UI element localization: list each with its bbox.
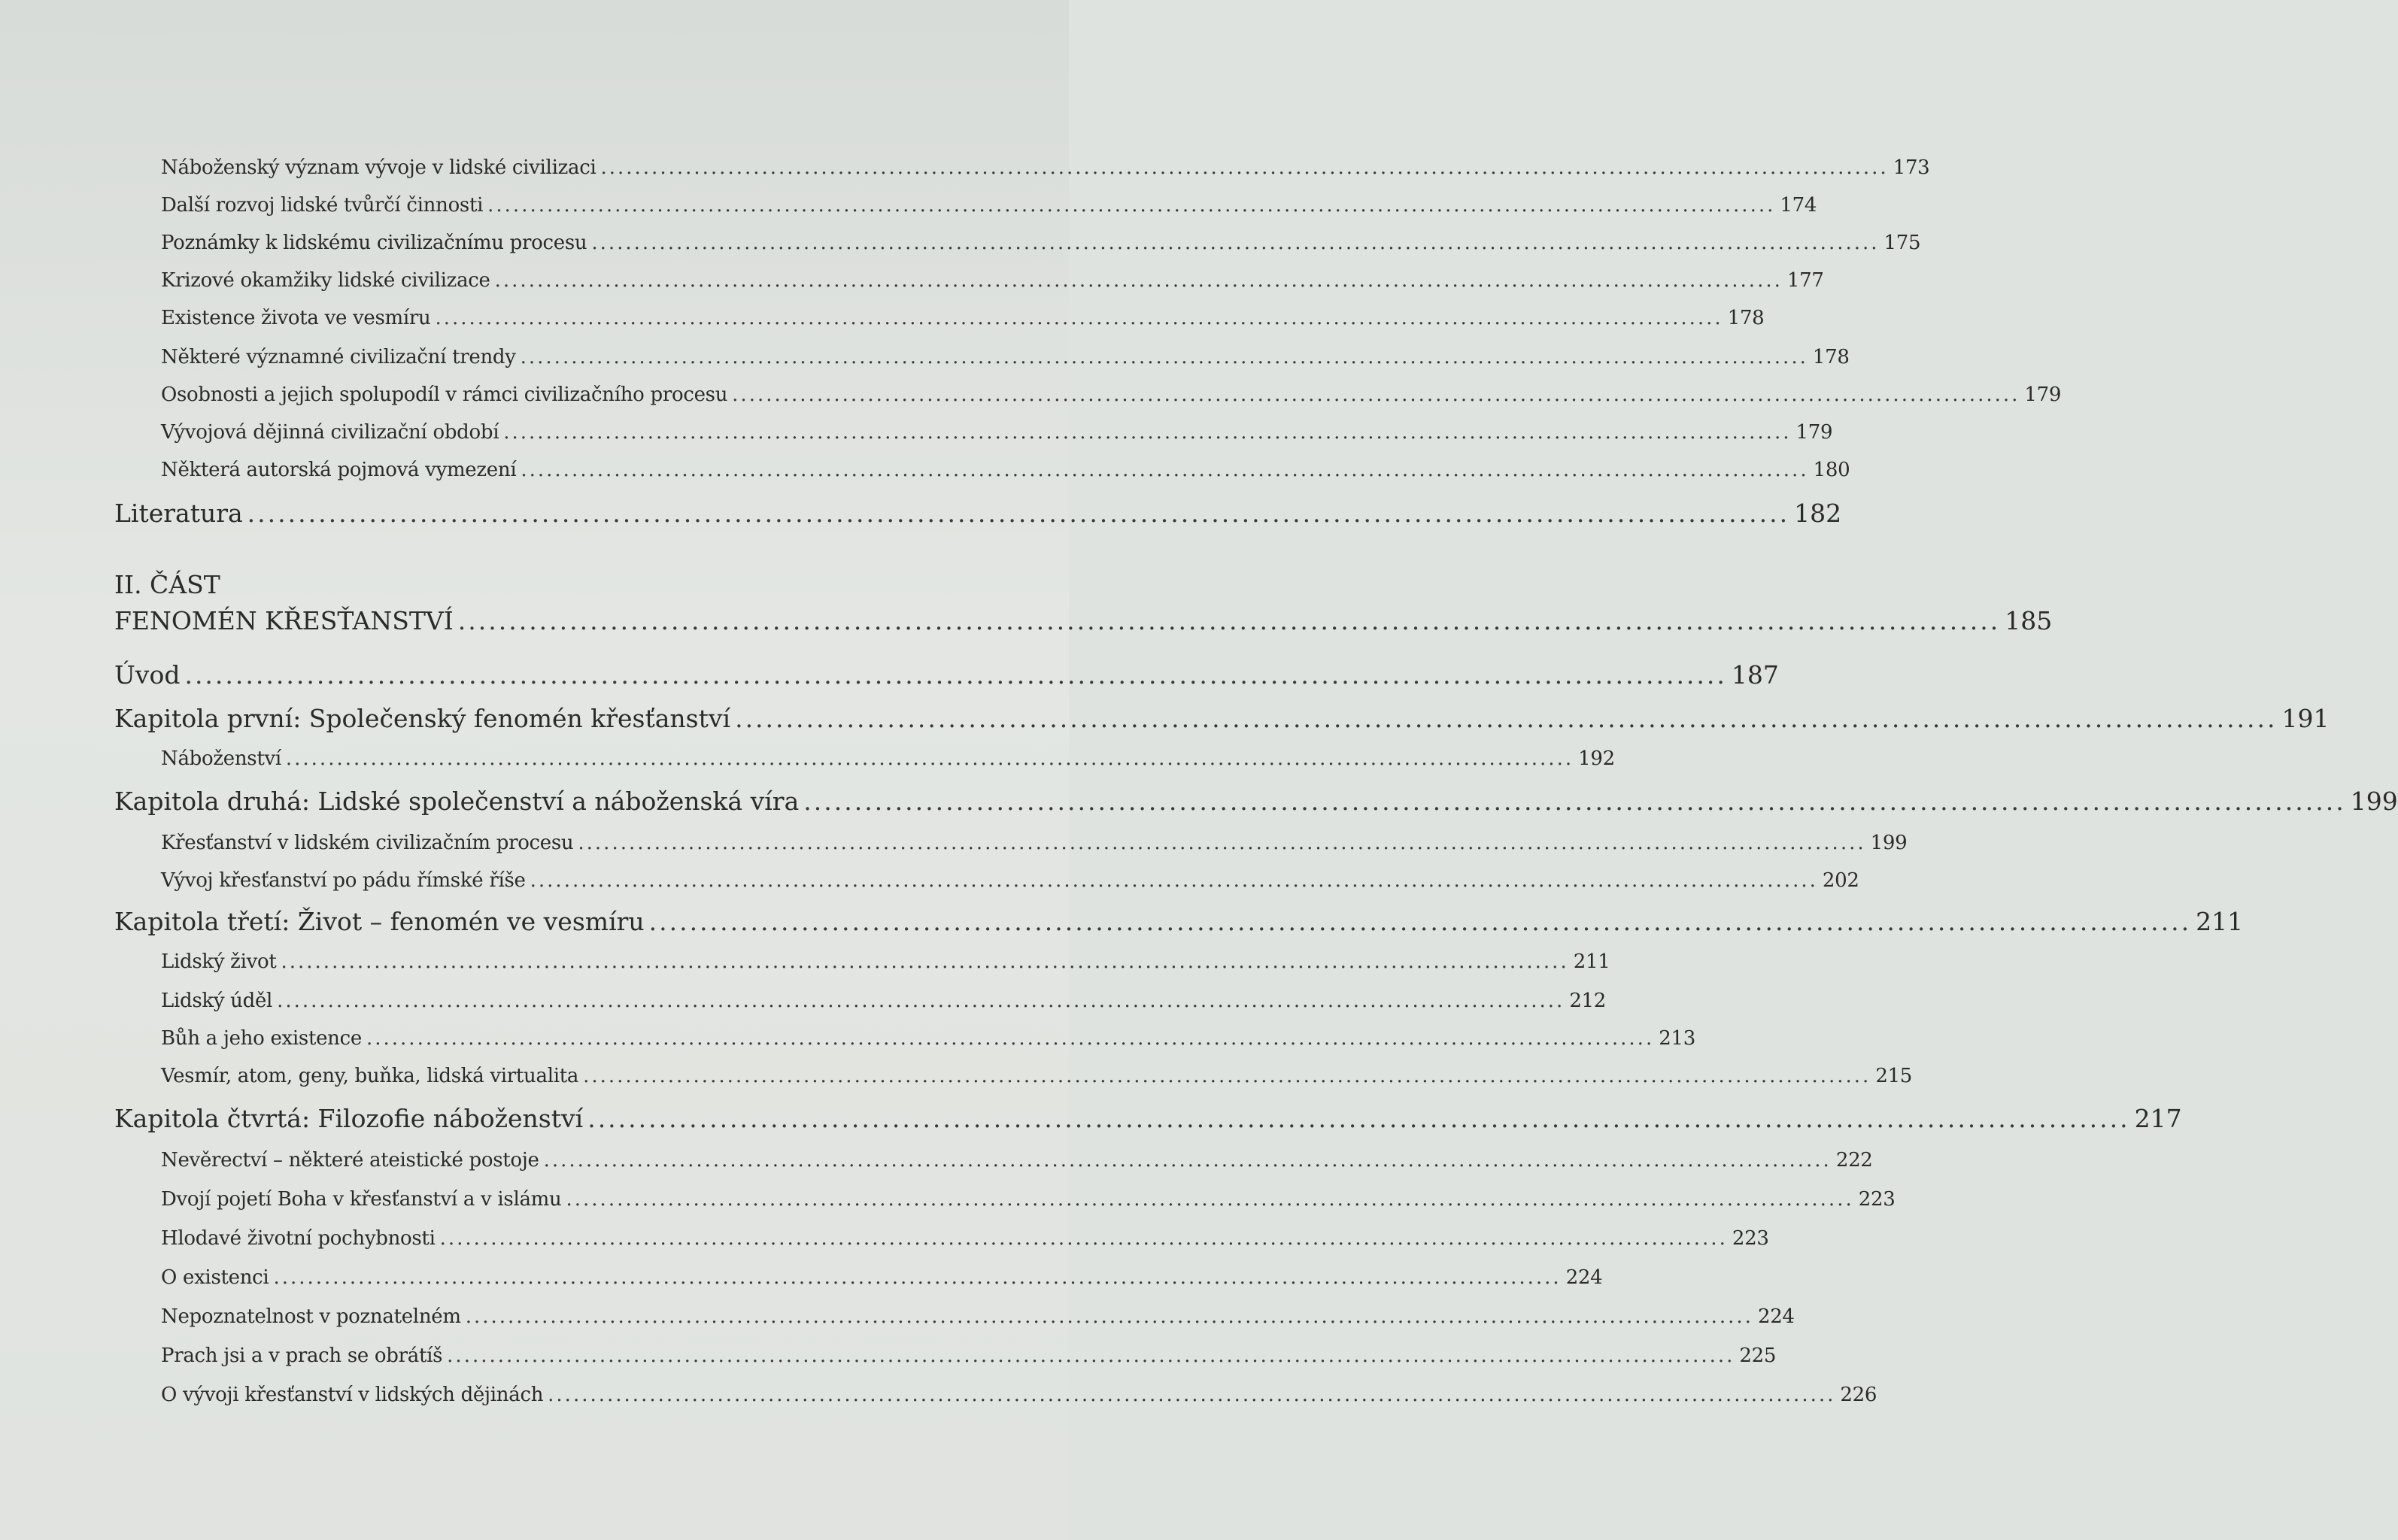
dot-leader: ........................................................................................................................................................ (184, 660, 1727, 690)
toc-entry-title: O existenci (161, 1266, 269, 1289)
toc-entry-title: Úvod (114, 660, 181, 690)
dot-leader: ........................................................................................................................................................ (566, 1188, 1854, 1211)
toc-entry-title: Kapitola čtvrtá: Filozofie náboženství (114, 1104, 584, 1133)
toc-entry-page: 174 (1780, 194, 1817, 217)
toc-entry-page: 180 (1813, 459, 1850, 481)
dot-leader: ........................................................................................................................................................ (803, 787, 2346, 816)
toc-entry-title: Lidský život (161, 950, 277, 973)
toc-entry-title: Nevěrectví – některé ateistické postoje (161, 1149, 539, 1172)
toc-entry-title: Osobnosti a jejich spolupodíl v rámci civilizačního procesu (161, 383, 728, 406)
toc-entry-title: Hlodavé životní pochybnosti (161, 1227, 436, 1250)
dot-leader: ........................................................................................................................................................ (435, 307, 1723, 329)
dot-leader: ........................................................................................................................................................ (439, 1227, 1728, 1250)
toc-entry-title: Prach jsi a v prach se obrátíš (161, 1344, 443, 1367)
toc-entry-page: 187 (1731, 660, 1779, 690)
toc-entry-title: Vývoj křesťanství po pádu římské říše (161, 869, 526, 892)
toc-entry (161, 421, 1833, 444)
toc-entry (114, 1104, 2182, 1133)
toc-entry-title: Existence života ve vesmíru (161, 307, 431, 329)
dot-leader: ........................................................................................................................................................ (548, 1384, 1836, 1406)
toc-entry-page: 223 (1858, 1188, 1896, 1211)
toc-entry-title: Kapitola první: Společenský fenomén křesťanství (114, 704, 731, 733)
toc-entry (114, 660, 1779, 690)
toc-entry-page: 178 (1727, 307, 1765, 329)
toc-entry (161, 869, 1859, 892)
toc-entry (161, 194, 1817, 217)
dot-leader: ........................................................................................................................................................ (735, 704, 2278, 733)
dot-leader: ........................................................................................................................................................ (447, 1344, 1735, 1367)
toc-entry (161, 1065, 1913, 1087)
toc-entry (161, 1305, 1795, 1328)
dot-leader: ........................................................................................................................................................ (530, 869, 1818, 892)
dot-leader: ........................................................................................................................................................ (366, 1027, 1655, 1050)
toc-entry-title: Vývojová dějinná civilizační období (161, 421, 499, 444)
dot-leader: ........................................................................................................................................................ (465, 1305, 1753, 1328)
toc-entry-page: 215 (1875, 1065, 1913, 1087)
toc-entry-page: 212 (1569, 990, 1607, 1012)
toc-entry-title: Krizové okamžiky lidské civilizace (161, 269, 490, 292)
toc-entry-page: 179 (2024, 383, 2062, 406)
dot-leader: ........................................................................................................................................................ (600, 156, 1889, 179)
toc-entry (161, 383, 2062, 406)
toc-entry-page: 222 (1835, 1149, 1873, 1172)
toc-entry-page: 192 (1578, 747, 1615, 770)
toc-entry (161, 269, 1824, 292)
toc-entry-page: 179 (1795, 421, 1833, 444)
dot-leader: ........................................................................................................................................................ (277, 990, 1565, 1012)
toc-entry-title: Další rozvoj lidské tvůrčí činnosti (161, 194, 484, 217)
toc-entry-title: Kapitola druhá: Lidské společenství a náboženská víra (114, 787, 800, 816)
toc-entry (161, 459, 1850, 481)
toc-entry (161, 156, 1930, 179)
toc-entry-page: 185 (2005, 606, 2053, 635)
toc-entry (114, 606, 2053, 635)
toc-entry-page: 226 (1840, 1384, 1877, 1406)
toc-entry-page: 211 (2196, 907, 2244, 936)
dot-leader: ........................................................................................................................................................ (503, 421, 1792, 444)
dot-leader: ........................................................................................................................................................ (487, 194, 1776, 217)
toc-entry-title: Poznámky k lidskému civilizačnímu procesu (161, 232, 587, 254)
toc-entry (161, 232, 1921, 254)
toc-entry-title: Náboženství (161, 747, 281, 770)
toc-entry (114, 704, 2330, 733)
toc-entry (161, 1027, 1695, 1050)
dot-leader: ........................................................................................................................................................ (273, 1266, 1562, 1289)
toc-entry-page: 224 (1565, 1266, 1603, 1289)
dot-leader: ........................................................................................................................................................ (587, 1104, 2130, 1133)
toc-entry-title: Náboženský význam vývoje v lidské civilizaci (161, 156, 596, 179)
dot-leader: ........................................................................................................................................................ (281, 950, 1569, 973)
toc-entry (161, 1149, 1873, 1172)
toc-entry (161, 346, 1850, 368)
toc-entry (161, 1266, 1603, 1289)
toc-entry-page: 225 (1739, 1344, 1777, 1367)
toc-entry-page: 191 (2281, 704, 2330, 733)
dot-leader: ........................................................................................................................................................ (520, 346, 1808, 368)
toc-entry-page: 224 (1757, 1305, 1795, 1328)
toc-entry-title: Dvojí pojetí Boha v křesťanství a v islámu (161, 1188, 562, 1211)
dot-leader: ........................................................................................................................................................ (285, 747, 1574, 770)
toc-entry-page: 223 (1732, 1227, 1769, 1250)
toc-entry (161, 747, 1615, 770)
dot-leader: ........................................................................................................................................................ (583, 1065, 1871, 1087)
dot-leader: ........................................................................................................................................................ (494, 269, 1783, 292)
toc-entry-title: Vesmír, atom, geny, buňka, lidská virtualita (161, 1065, 579, 1087)
toc-entry (114, 907, 2244, 936)
toc-entry-title: O vývoji křesťanství v lidských dějinách (161, 1384, 544, 1406)
toc-entry-title: Některá autorská pojmová vymezení (161, 459, 517, 481)
toc-entry (161, 1384, 1877, 1406)
toc-entry (161, 1344, 1777, 1367)
dot-leader: ........................................................................................................................................................ (247, 499, 1790, 528)
dot-leader: ........................................................................................................................................................ (457, 606, 2001, 635)
dot-leader: ........................................................................................................................................................ (578, 832, 1866, 854)
toc-entry (161, 832, 1908, 854)
toc-entry-title: FENOMÉN KŘESŤANSTVÍ (114, 606, 454, 635)
toc-entry-title: Kapitola třetí: Život – fenomén ve vesmíru (114, 907, 645, 936)
toc-entry-page: 199 (2350, 787, 2398, 816)
toc-entry-title: Nepoznatelnost v poznatelném (161, 1305, 461, 1328)
toc-entry (114, 499, 1842, 528)
toc-entry-page: 182 (1794, 499, 1842, 528)
toc-entry-page: 213 (1659, 1027, 1695, 1050)
dot-leader: ........................................................................................................................................................ (591, 232, 1880, 254)
toc-entry (161, 307, 1765, 329)
toc-entry-page: 175 (1883, 232, 1921, 254)
toc-entry-title: Bůh a jeho existence (161, 1027, 362, 1050)
toc-entry-page: 202 (1822, 869, 1859, 892)
toc-entry-title: Křesťanství v lidském civilizačním procesu (161, 832, 574, 854)
toc-entry-page: 211 (1573, 950, 1610, 973)
toc-entry (114, 787, 2398, 816)
toc-entry-page: 178 (1812, 346, 1850, 368)
toc-entry-page: 177 (1786, 269, 1824, 292)
dot-leader: ........................................................................................................................................................ (543, 1149, 1832, 1172)
toc-entry-page: 173 (1893, 156, 1930, 179)
part-label: II. ČÁST (114, 570, 220, 599)
toc-entry (161, 1227, 1769, 1250)
toc-entry-page: 217 (2134, 1104, 2182, 1133)
toc-entry (161, 950, 1610, 973)
dot-leader: ........................................................................................................................................................ (521, 459, 1809, 481)
toc-entry-title: Lidský úděl (161, 990, 273, 1012)
toc-entry-title: Literatura (114, 499, 243, 528)
dot-leader: ........................................................................................................................................................ (648, 907, 2192, 936)
toc-entry-title: Některé významné civilizační trendy (161, 346, 516, 368)
dot-leader: ........................................................................................................................................................ (732, 383, 2020, 406)
toc-entry (161, 990, 1607, 1012)
toc-entry-page: 199 (1870, 832, 1908, 854)
toc-entry (161, 1188, 1896, 1211)
